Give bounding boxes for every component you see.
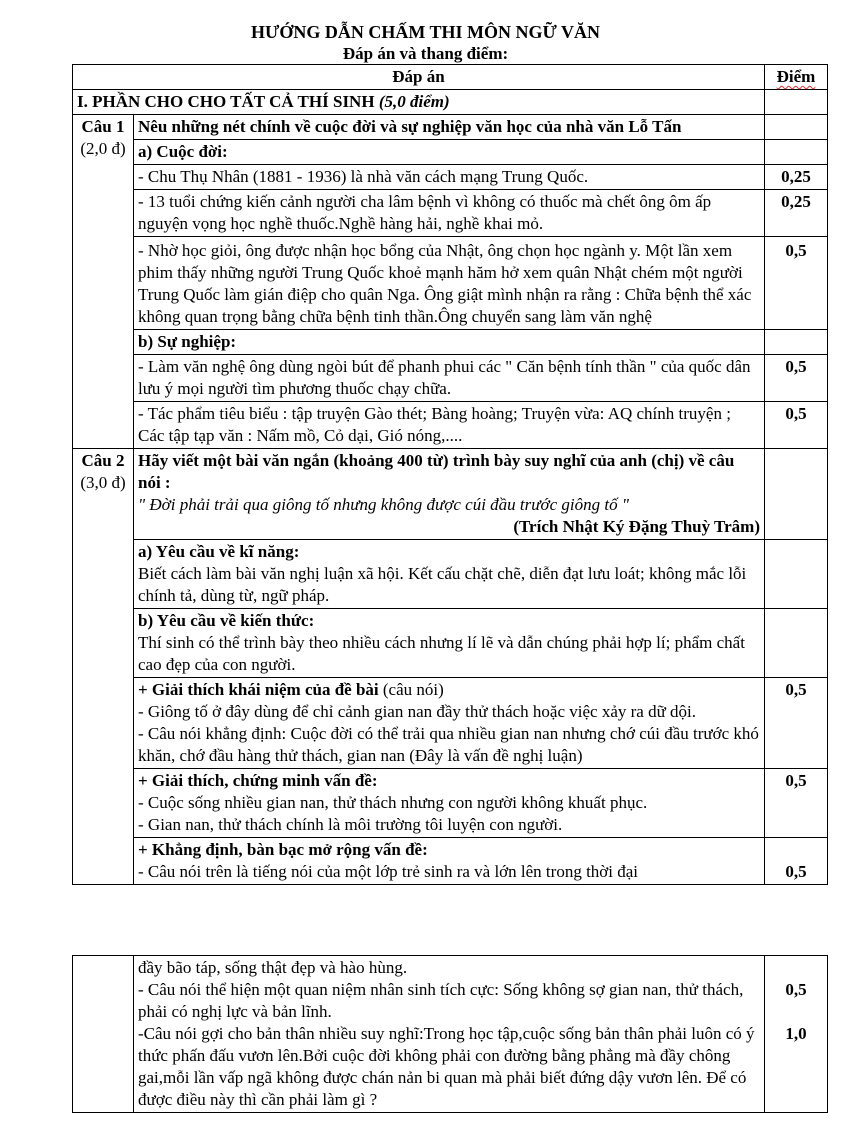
- q2-p1-score: 0,5: [765, 678, 828, 769]
- grading-table-continued: [72, 955, 828, 1113]
- q2-p1-cell: [134, 678, 765, 769]
- q1-r1-text: - Chu Thụ Nhân (1881 - 1936) là nhà văn cách mạng Trung Quốc.: [134, 165, 765, 190]
- table-row: [73, 115, 828, 140]
- table-row: [73, 237, 828, 330]
- cont-score-cell: [765, 956, 828, 1113]
- table-row: [73, 402, 828, 449]
- q2-p1-heading: + Giải thích khái niệm của đề bài (câu nói): [138, 680, 444, 699]
- q1-section-b: b) Sự nghiệp:: [134, 330, 765, 355]
- q1-section-a: a) Cuộc đời:: [134, 140, 765, 165]
- q1-r3-text: - Nhờ học giỏi, ông được nhận học bổng của Nhật, ông chọn học ngành y. Một lần xem phim thấy những người Trung Quốc khoẻ mạnh hăm hở xem quân Nhật chém một người Trung Quốc làm gián điệp cho quân Nga. Ông giật mình nhận ra rằng : Chữa bệnh thể xác không quan trọng bằng chữa bệnh tinh thần.Ông chuyển sang làm văn nghệ: [134, 237, 765, 330]
- q2-points: (3,0 đ): [80, 473, 126, 492]
- table-row: [73, 355, 828, 402]
- q1-r3-score: 0,5: [765, 237, 828, 330]
- q2-p3-score: 0,5: [765, 838, 828, 885]
- q2-p3-heading: + Khẳng định, bàn bạc mở rộng vấn đề:: [138, 840, 428, 859]
- q2-prompt: Hãy viết một bài văn ngắn (khoảng 400 từ) trình bày suy nghĩ của anh (chị) về câu nói :: [138, 451, 735, 492]
- q1-prompt: Nêu những nét chính về cuộc đời và sự nghiệp văn học của nhà văn Lỗ Tấn: [134, 115, 765, 140]
- q1-r4-text: - Làm văn nghệ ông dùng ngòi bút để phanh phui các " Căn bệnh tính thần " của quốc dân lưu ý mọi người tìm phương thuốc chạy chữa.: [134, 355, 765, 402]
- q1-r1-score: 0,25: [765, 165, 828, 190]
- q2-skill-cell: [134, 540, 765, 609]
- table-row: [73, 140, 828, 165]
- q2-skill-text: Biết cách làm bài văn nghị luận xã hội. Kết cấu chặt chẽ, diễn đạt lưu loát; không mắc lỗi chính tả, dùng từ, ngữ pháp.: [138, 564, 747, 605]
- table-row: [73, 678, 828, 769]
- q2-p1-line2: - Câu nói khẳng định: Cuộc đời có thể trải qua nhiều gian nan nhưng chớ cúi đầu trước khó khăn, chớ đầu hàng thử thách, gian nan (Đây là vấn đề nghị luận): [138, 724, 759, 765]
- page-title: HƯỚNG DẪN CHẤM THI MÔN NGỮ VĂN: [251, 22, 600, 42]
- table-row: [73, 769, 828, 838]
- table-row: [73, 330, 828, 355]
- table-row: [73, 956, 828, 1113]
- q2-source: (Trích Nhật Ký Đặng Thuỳ Trâm): [513, 517, 760, 536]
- q2-p2-cell: [134, 769, 765, 838]
- q2-p2-line2: - Gian nan, thử thách chính là môi trường tôi luyện con người.: [138, 815, 563, 834]
- table-row: [73, 609, 828, 678]
- cont-cell: [134, 956, 765, 1113]
- col-score-header: Điểm: [765, 65, 828, 90]
- q2-knowledge-text: Thí sinh có thể trình bày theo nhiều cách nhưng lí lẽ và dẫn chúng phải hợp lí; phẩm chất cao đẹp của con người.: [138, 633, 745, 674]
- q2-p3-cell: [134, 838, 765, 885]
- page-subtitle: Đáp án và thang điểm:: [342, 44, 509, 63]
- cont-line2: - Câu nói thể hiện một quan niệm nhân sinh tích cực: Sống không sợ gian nan, thử thách, phải có nghị lực và bản lĩnh.: [138, 980, 744, 1021]
- table-row: [73, 190, 828, 237]
- q2-label: Câu 2: [81, 451, 125, 470]
- section1-title: I. PHẦN CHO CHO TẤT CẢ THÍ SINH (5,0 điểm): [73, 90, 765, 115]
- q2-p2-heading: + Giải thích, chứng minh vấn đề:: [138, 771, 378, 790]
- q2-p2-score: 0,5: [765, 769, 828, 838]
- table-row: [73, 449, 828, 540]
- q2-p1-line1: - Giông tố ở đây dùng để chỉ cảnh gian nan đầy thử thách hoặc việc xảy ra dữ dội.: [138, 702, 697, 721]
- q1-points: (2,0 đ): [80, 139, 126, 158]
- table-row: [73, 540, 828, 609]
- cont-line2-score: 0,5: [785, 980, 807, 999]
- q1-label: Câu 1: [81, 117, 125, 136]
- q2-label-cell: [73, 449, 134, 885]
- cont-line3: -Câu nói gợi cho bản thân nhiều suy nghĩ:Trong học tập,cuộc sống bản thân phải luôn có ý thức phấn đấu vươn lên.Bởi cuộc đời không phải con đường bằng phẳng mà đầy chông gai,mỗi lần vấp ngã không được chán nản bi quan mà phải biết đứng dậy vươn lên. Để có được điều này thì cần phải làm gì ?: [138, 1024, 755, 1109]
- q2-knowledge-cell: [134, 609, 765, 678]
- grading-table: [72, 64, 828, 885]
- section-row: [73, 90, 828, 115]
- table-row: [73, 165, 828, 190]
- q1-label-cell: [73, 115, 134, 449]
- q1-r5-text: - Tác phẩm tiêu biểu : tập truyện Gào thét; Bàng hoàng; Truyện vừa: AQ chính truyện ; Các tập tạp văn : Nấm mồ, Cỏ dại, Gió nóng,....: [134, 402, 765, 449]
- table-header-row: [73, 65, 828, 90]
- q2-p2-line1: - Cuộc sống nhiều gian nan, thử thách nhưng con người không khuất phục.: [138, 793, 648, 812]
- cont-line1: đầy bão táp, sống thật đẹp và hào hùng.: [138, 958, 408, 977]
- q1-r2-score: 0,25: [765, 190, 828, 237]
- table-row: [73, 838, 828, 885]
- cont-line3-score: 1,0: [785, 1024, 807, 1043]
- q1-r2-text: - 13 tuổi chứng kiến cảnh người cha lâm bệnh vì không có thuốc mà chết ông ôm ấp nguyện vọng học nghề thuốc.Nghề hàng hải, nghề khai mỏ.: [134, 190, 765, 237]
- q2-p3-line1: - Câu nói trên là tiếng nói của một lớp trẻ sinh ra và lớn lên trong thời đại: [138, 862, 639, 881]
- q1-r4-score: 0,5: [765, 355, 828, 402]
- q2-skill-heading: a) Yêu cầu về kĩ năng:: [138, 542, 300, 561]
- q2-prompt-cell: [134, 449, 765, 540]
- q2-quote: " Đời phải trải qua giông tố nhưng không được cúi đầu trước giông tố ": [138, 495, 629, 514]
- col-answer-header: Đáp án: [73, 65, 765, 90]
- q1-r5-score: 0,5: [765, 402, 828, 449]
- q2-knowledge-heading: b) Yêu cầu về kiến thức:: [138, 611, 315, 630]
